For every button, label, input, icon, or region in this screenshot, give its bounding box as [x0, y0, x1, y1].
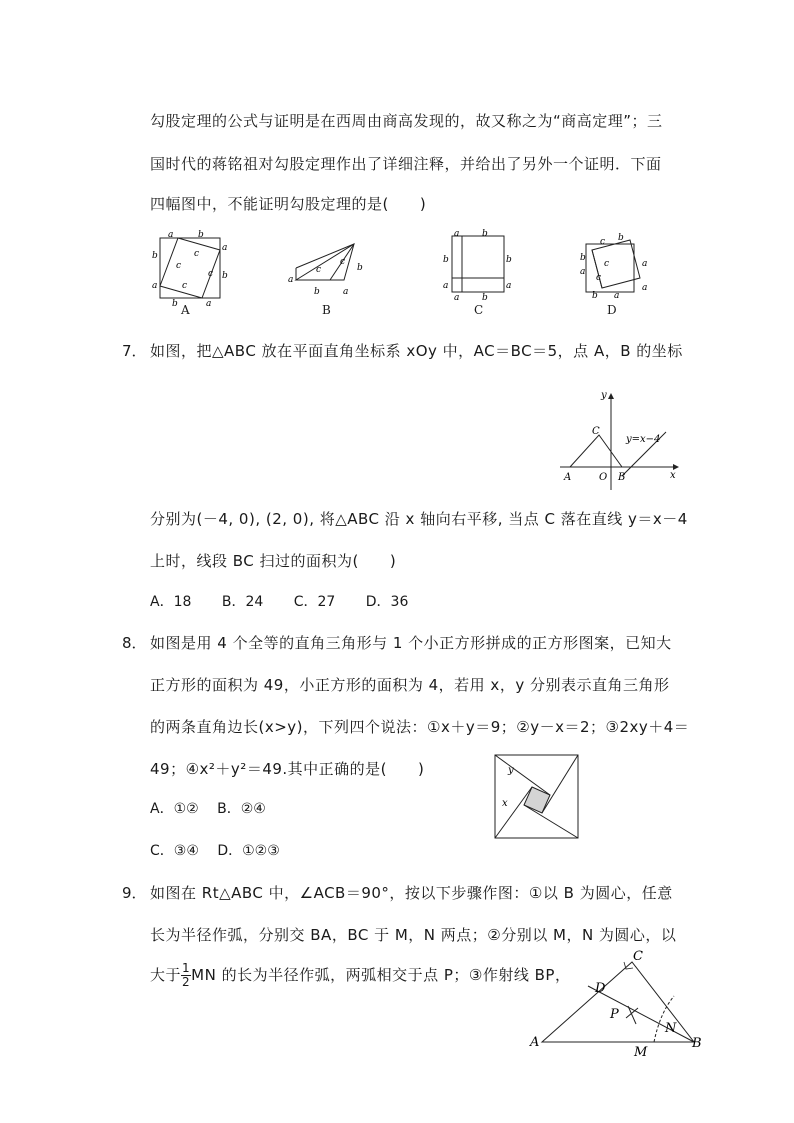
svg-text:b: b [482, 229, 488, 239]
q7-option-a[interactable]: A．18 [150, 594, 192, 610]
svg-text:b: b [482, 293, 488, 303]
svg-text:a: a [454, 229, 460, 239]
q9-fraction-denominator: 2 [182, 975, 191, 989]
q9-point-a: A [530, 1035, 540, 1050]
svg-text:c: c [340, 257, 346, 267]
q7-y-axis-label: y [601, 390, 607, 401]
q9-point-b: B [692, 1036, 702, 1051]
svg-text:b: b [618, 233, 624, 243]
q8-square-figure [494, 754, 580, 840]
q8-number: 8． [122, 634, 147, 652]
svg-text:a: a [614, 291, 620, 301]
q9-point-d: D [595, 981, 606, 996]
q7-text-line-1: 如图，把△ABC 放在平面直角坐标系 xOy 中，AC＝BC＝5，点 A，B 的坐标 [150, 342, 683, 360]
svg-text:a: a [288, 275, 294, 285]
svg-text:b: b [357, 263, 363, 273]
q6-text-line-3: 四幅图中，不能证明勾股定理的是( ) [150, 195, 427, 213]
svg-text:b: b [443, 255, 449, 265]
svg-text:a: a [642, 259, 648, 269]
svg-text:c: c [208, 269, 214, 279]
q6-figure-c [440, 228, 518, 302]
q9-point-p: P [610, 1007, 619, 1022]
q8-text-line-4: 49；④x²＋y²＝49.其中正确的是( ) [150, 760, 425, 778]
q9-number: 9． [122, 884, 147, 902]
q6-label-d: D [607, 303, 617, 317]
q8-options-row-1 [150, 798, 292, 818]
q9-fraction [181, 962, 191, 989]
svg-text:b: b [198, 230, 204, 240]
svg-text:b: b [506, 255, 512, 265]
svg-text:a: a [222, 243, 228, 253]
svg-text:a: a [152, 281, 158, 291]
q7-option-c[interactable]: C．27 [293, 594, 336, 610]
svg-text:c: c [182, 281, 188, 291]
svg-text:a: a [642, 283, 648, 293]
q9-text-line-3 [150, 962, 570, 989]
svg-text:c: c [604, 259, 610, 269]
q9-triangle-figure [520, 948, 710, 1058]
q6-label-c: C [474, 303, 484, 317]
q7-line-label: y=x−4 [626, 434, 661, 445]
svg-text:b: b [222, 271, 228, 281]
q7-text-line-2: 分别为(－4, 0), (2, 0), 将△ABC 沿 x 轴向右平移, 当点 C 落在直线 y＝x－4 [150, 510, 688, 528]
q7-x-axis-label: x [670, 470, 676, 481]
svg-text:b: b [172, 299, 178, 309]
q8-option-c[interactable]: C．③④ [150, 843, 199, 859]
svg-text:c: c [600, 237, 606, 247]
svg-text:b: b [592, 291, 598, 301]
q7-point-o: O [599, 472, 608, 483]
q8-option-b[interactable]: B．②④ [217, 801, 266, 817]
q9-fraction-numerator: 1 [182, 961, 191, 975]
svg-text:a: a [206, 299, 212, 309]
q9-point-m: M [634, 1045, 648, 1060]
q9-line3-prefix: 大于 [150, 966, 182, 984]
svg-text:c: c [194, 249, 200, 259]
q7-point-c: C [592, 426, 600, 437]
svg-text:c: c [596, 273, 602, 283]
svg-text:a: a [168, 230, 174, 240]
q8-text-line-2: 正方形的面积为 49，小正方形的面积为 4，若用 x，y 分别表示直角三角形 [150, 676, 670, 694]
svg-text:a: a [506, 281, 512, 291]
q9-line3-suffix: MN 的长为半径作弧，两弧相交于点 P；③作射线 BP， [191, 966, 571, 984]
q6-text-line-1: 勾股定理的公式与证明是在西周由商高发现的，故又称之为“商高定理”；三 [150, 112, 663, 130]
svg-text:b: b [152, 251, 158, 261]
q7-text-line-3: 上时，线段 BC 扫过的面积为( ) [150, 552, 397, 570]
q9-text-line-2: 长为半径作弧，分别交 BA，BC 于 M，N 两点；②分别以 M，N 为圆心，以 [150, 926, 677, 944]
q7-options [150, 591, 434, 611]
q7-point-b: B [618, 472, 626, 483]
q6-figure-a [146, 228, 228, 309]
q7-coordinate-figure [556, 388, 686, 496]
q7-option-d[interactable]: D．36 [365, 594, 409, 610]
q7-number: 7． [122, 342, 147, 360]
q8-option-a[interactable]: A．①② [150, 801, 199, 817]
q7-point-a: A [564, 472, 572, 483]
svg-text:a: a [343, 287, 349, 297]
q9-point-n: N [665, 1021, 677, 1036]
svg-text:c: c [316, 265, 322, 275]
q8-option-d[interactable]: D．①②③ [217, 843, 280, 859]
svg-text:c: c [176, 261, 182, 271]
q8-label-x: x [502, 798, 508, 809]
q8-text-line-1: 如图是用 4 个全等的直角三角形与 1 个小正方形拼成的正方形图案，已知大 [150, 634, 672, 652]
q7-option-b[interactable]: B．24 [221, 594, 264, 610]
svg-text:b: b [580, 253, 586, 263]
svg-text:a: a [580, 267, 586, 277]
q8-options-row-2 [150, 840, 306, 860]
svg-text:b: b [314, 287, 320, 297]
q6-label-b: B [322, 303, 331, 317]
q8-text-line-3: 的两条直角边长(x>y)，下列四个说法：①x＋y＝9；②y－x＝2；③2xy＋4＝ [150, 718, 690, 736]
q9-text-line-1: 如图在 Rt△ABC 中，∠ACB＝90°，按以下步骤作图：①以 B 为圆心，任意 [150, 884, 673, 902]
svg-text:a: a [454, 293, 460, 303]
q6-figure-b [286, 236, 368, 300]
q6-text-line-2: 国时代的蒋铭祖对勾股定理作出了详细注释，并给出了另外一个证明．下面 [150, 155, 662, 173]
svg-text:a: a [443, 281, 449, 291]
q6-figure-d [574, 230, 654, 302]
q8-label-y: y [508, 765, 514, 776]
q9-point-c: C [633, 949, 643, 964]
q6-label-a: A [181, 303, 190, 317]
